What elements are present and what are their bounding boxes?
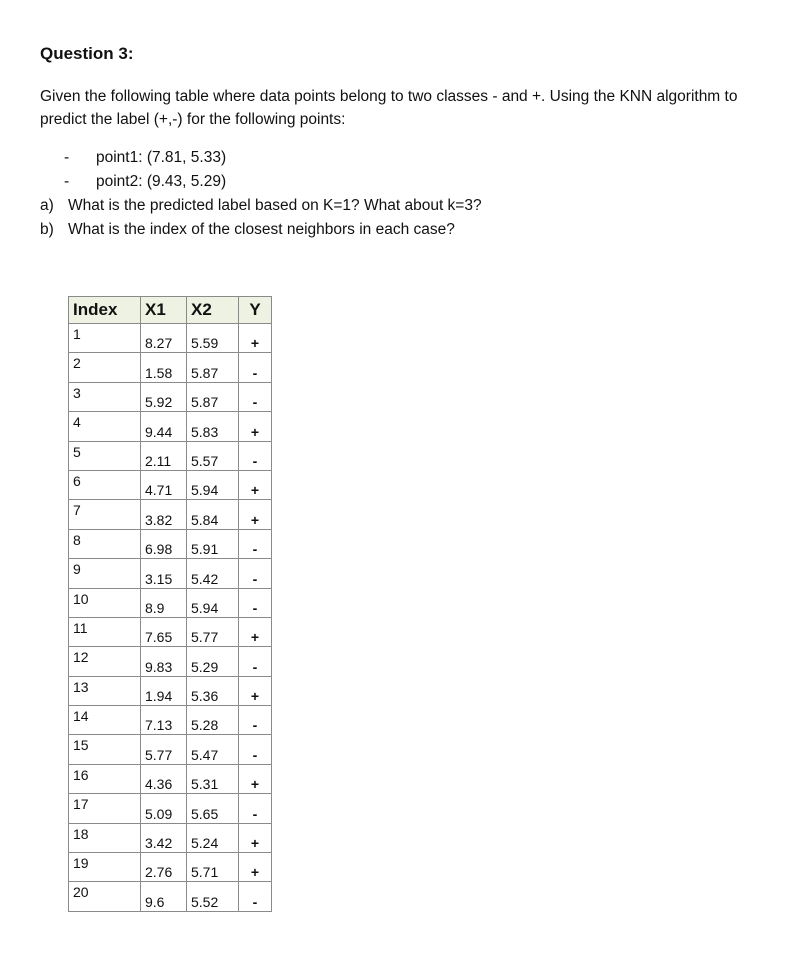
cell-index: 8 — [69, 529, 141, 558]
cell-y: - — [239, 794, 272, 823]
cell-y: - — [239, 559, 272, 588]
cell-y: + — [239, 853, 272, 882]
table-row — [69, 853, 272, 882]
cell-index: 4 — [69, 412, 141, 441]
sub-question — [40, 218, 482, 242]
cell-x1: 2.76 — [141, 853, 187, 882]
cell-index: 14 — [69, 706, 141, 735]
cell-index: 9 — [69, 559, 141, 588]
sub-question-label: b) — [40, 221, 54, 238]
cell-x1: 7.13 — [141, 706, 187, 735]
cell-y: - — [239, 441, 272, 470]
cell-index: 16 — [69, 764, 141, 793]
cell-y: + — [239, 470, 272, 499]
cell-x1: 4.71 — [141, 470, 187, 499]
cell-x1: 6.98 — [141, 529, 187, 558]
cell-x2: 5.31 — [187, 764, 239, 793]
data-table — [68, 296, 272, 912]
cell-x1: 9.44 — [141, 412, 187, 441]
sub-question-text: What is the index of the closest neighbors in each case? — [68, 221, 455, 238]
cell-x2: 5.52 — [187, 882, 239, 911]
cell-index: 10 — [69, 588, 141, 617]
cell-index: 18 — [69, 823, 141, 852]
question-title: Question 3: — [40, 44, 134, 63]
point-item — [64, 170, 226, 194]
cell-x2: 5.83 — [187, 412, 239, 441]
cell-x2: 5.87 — [187, 353, 239, 382]
table-row — [69, 412, 272, 441]
cell-x2: 5.71 — [187, 853, 239, 882]
cell-x1: 1.58 — [141, 353, 187, 382]
cell-x1: 2.11 — [141, 441, 187, 470]
sub-question-text: What is the predicted label based on K=1? What about k=3? — [68, 197, 482, 214]
cell-y: + — [239, 676, 272, 705]
cell-x1: 9.83 — [141, 647, 187, 676]
cell-index: 5 — [69, 441, 141, 470]
cell-index: 2 — [69, 353, 141, 382]
cell-y: - — [239, 647, 272, 676]
cell-x2: 5.94 — [187, 588, 239, 617]
cell-index: 19 — [69, 853, 141, 882]
table-row — [69, 588, 272, 617]
bullet-dash: - — [64, 149, 70, 166]
cell-x1: 5.92 — [141, 382, 187, 411]
table-row — [69, 764, 272, 793]
point-text: point1: (7.81, 5.33) — [96, 149, 227, 166]
cell-index: 3 — [69, 382, 141, 411]
cell-x2: 5.42 — [187, 559, 239, 588]
cell-x1: 3.15 — [141, 559, 187, 588]
cell-x1: 8.27 — [141, 324, 187, 353]
cell-y: + — [239, 617, 272, 646]
cell-x2: 5.94 — [187, 470, 239, 499]
cell-index: 6 — [69, 470, 141, 499]
cell-x2: 5.84 — [187, 500, 239, 529]
cell-x1: 3.42 — [141, 823, 187, 852]
table-row — [69, 470, 272, 499]
points-list — [64, 146, 226, 194]
table-row — [69, 324, 272, 353]
cell-x1: 8.9 — [141, 588, 187, 617]
table-row — [69, 500, 272, 529]
cell-y: - — [239, 588, 272, 617]
question-intro: Given the following table where data points belong to two classes - and +. Using the KNN algorithm to predict the label (+,-) for the following points: — [40, 88, 738, 128]
cell-x2: 5.57 — [187, 441, 239, 470]
cell-x2: 5.65 — [187, 794, 239, 823]
cell-x2: 5.28 — [187, 706, 239, 735]
table-body — [69, 324, 272, 912]
table-row — [69, 823, 272, 852]
cell-index: 1 — [69, 324, 141, 353]
cell-x1: 7.65 — [141, 617, 187, 646]
cell-x1: 4.36 — [141, 764, 187, 793]
table-row — [69, 559, 272, 588]
cell-index: 7 — [69, 500, 141, 529]
cell-y: + — [239, 500, 272, 529]
header-x2: X2 — [187, 297, 239, 324]
table-row — [69, 735, 272, 764]
cell-index: 17 — [69, 794, 141, 823]
sub-question — [40, 194, 482, 218]
cell-x2: 5.77 — [187, 617, 239, 646]
header-x1: X1 — [141, 297, 187, 324]
cell-x2: 5.47 — [187, 735, 239, 764]
cell-x2: 5.36 — [187, 676, 239, 705]
cell-y: - — [239, 882, 272, 911]
header-y: Y — [239, 297, 272, 324]
table-row — [69, 882, 272, 911]
cell-x2: 5.87 — [187, 382, 239, 411]
point-text: point2: (9.43, 5.29) — [96, 173, 227, 190]
table-row — [69, 706, 272, 735]
cell-index: 15 — [69, 735, 141, 764]
bullet-dash: - — [64, 173, 70, 190]
cell-y: + — [239, 412, 272, 441]
cell-index: 12 — [69, 647, 141, 676]
cell-y: - — [239, 382, 272, 411]
cell-index: 13 — [69, 676, 141, 705]
table-row — [69, 647, 272, 676]
cell-y: - — [239, 529, 272, 558]
cell-y: + — [239, 764, 272, 793]
sub-question-label: a) — [40, 197, 54, 214]
header-index: Index — [69, 297, 141, 324]
point-item — [64, 146, 226, 170]
table-row — [69, 529, 272, 558]
table-row — [69, 353, 272, 382]
cell-y: + — [239, 823, 272, 852]
cell-x1: 9.6 — [141, 882, 187, 911]
cell-x1: 3.82 — [141, 500, 187, 529]
cell-x2: 5.59 — [187, 324, 239, 353]
table-row — [69, 441, 272, 470]
cell-y: - — [239, 706, 272, 735]
table-row — [69, 676, 272, 705]
cell-index: 11 — [69, 617, 141, 646]
cell-y: - — [239, 353, 272, 382]
cell-y: + — [239, 324, 272, 353]
cell-x1: 5.77 — [141, 735, 187, 764]
table-row — [69, 382, 272, 411]
cell-index: 20 — [69, 882, 141, 911]
cell-x2: 5.24 — [187, 823, 239, 852]
cell-y: - — [239, 735, 272, 764]
cell-x1: 5.09 — [141, 794, 187, 823]
table-row — [69, 794, 272, 823]
cell-x1: 1.94 — [141, 676, 187, 705]
table-row — [69, 617, 272, 646]
cell-x2: 5.29 — [187, 647, 239, 676]
sub-questions — [40, 194, 482, 242]
table-header-row — [69, 297, 272, 324]
cell-x2: 5.91 — [187, 529, 239, 558]
